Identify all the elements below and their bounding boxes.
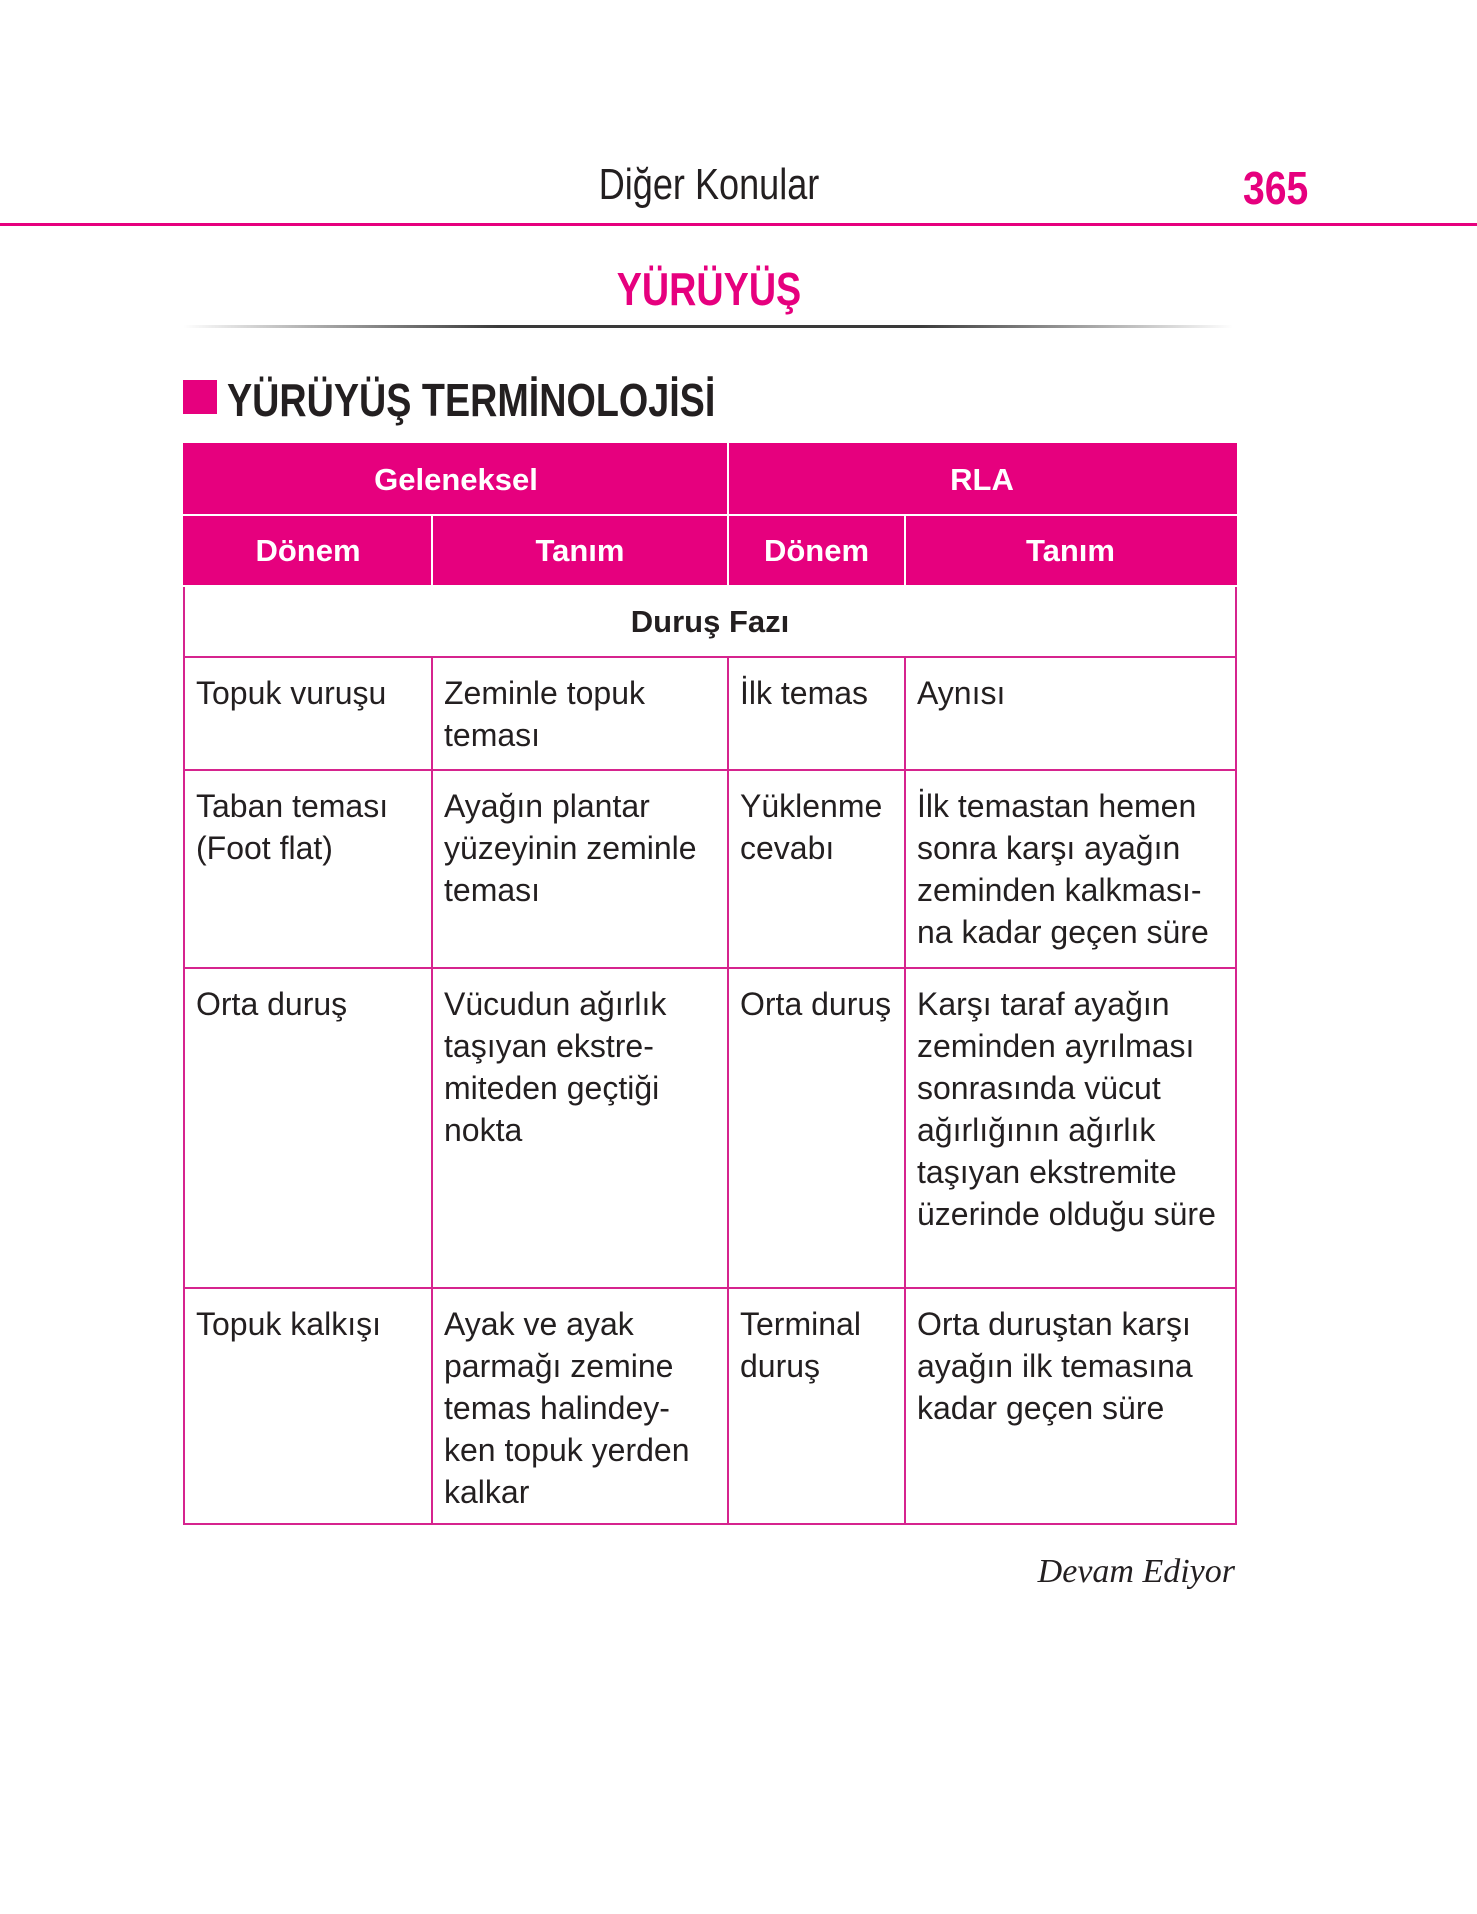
traditional-period-cell: Topuk kalkışı: [184, 1288, 432, 1524]
rla-period-cell: İlk temas: [728, 657, 905, 770]
column-header-period: Dönem: [728, 515, 905, 586]
group-header-traditional: Geleneksel: [184, 444, 728, 515]
rla-definition-cell: Orta duruştan karşı ayağın ilk temasına kadar geçen süre: [905, 1288, 1236, 1524]
rla-definition-cell: Karşı taraf ayağın zeminden ayrılması sonrasında vücut ağırlığının ağırlık taşıyan ekstremite üzerinde olduğu süre: [905, 968, 1236, 1288]
column-header-definition: Tanım: [432, 515, 728, 586]
rla-definition-cell: Aynısı: [905, 657, 1236, 770]
table-row: [184, 968, 1236, 1288]
chapter-title: YÜRÜYÜŞ: [616, 263, 802, 315]
rla-period-cell: Yüklenme cevabı: [728, 770, 905, 968]
rla-period-cell: Orta duruş: [728, 968, 905, 1288]
traditional-definition-cell: Zeminle topuk teması: [432, 657, 728, 770]
section-square-icon: [183, 380, 217, 414]
running-header: [0, 155, 1477, 227]
group-header-row: [184, 444, 1236, 515]
header-rule: [0, 223, 1477, 226]
section-title: YÜRÜYÜŞ TERMİNOLOJİSİ: [227, 374, 716, 426]
phase-label: Duruş Fazı: [184, 586, 1236, 657]
traditional-period-cell: Orta duruş: [184, 968, 432, 1288]
table-row: [184, 770, 1236, 968]
running-title: Diğer Konular: [598, 160, 820, 209]
traditional-definition-cell: Ayak ve ayak parmağı zemine temas halindey-ken topuk yerden kalkar: [432, 1288, 728, 1524]
traditional-period-cell: Topuk vuruşu: [184, 657, 432, 770]
traditional-period-cell: Taban teması (Foot flat): [184, 770, 432, 968]
rla-period-cell: Terminal duruş: [728, 1288, 905, 1524]
column-header-definition: Tanım: [905, 515, 1236, 586]
column-header-period: Dönem: [184, 515, 432, 586]
continued-note: Devam Ediyor: [1037, 1553, 1235, 1590]
table-row: [184, 1288, 1236, 1524]
rla-definition-cell: İlk temastan hemen sonra karşı ayağın zeminden kalkması-na kadar geçen süre: [905, 770, 1236, 968]
column-header-row: [184, 515, 1236, 586]
traditional-definition-cell: Vücudun ağırlık taşıyan ekstre-miteden geçtiği nokta: [432, 968, 728, 1288]
phase-row: [184, 586, 1236, 657]
terminology-table: [183, 443, 1237, 1525]
chapter-divider: [183, 325, 1233, 328]
group-header-rla: RLA: [728, 444, 1236, 515]
page-number: 365: [1243, 162, 1309, 214]
table-row: [184, 657, 1236, 770]
traditional-definition-cell: Ayağın plantar yüzeyinin zeminle teması: [432, 770, 728, 968]
